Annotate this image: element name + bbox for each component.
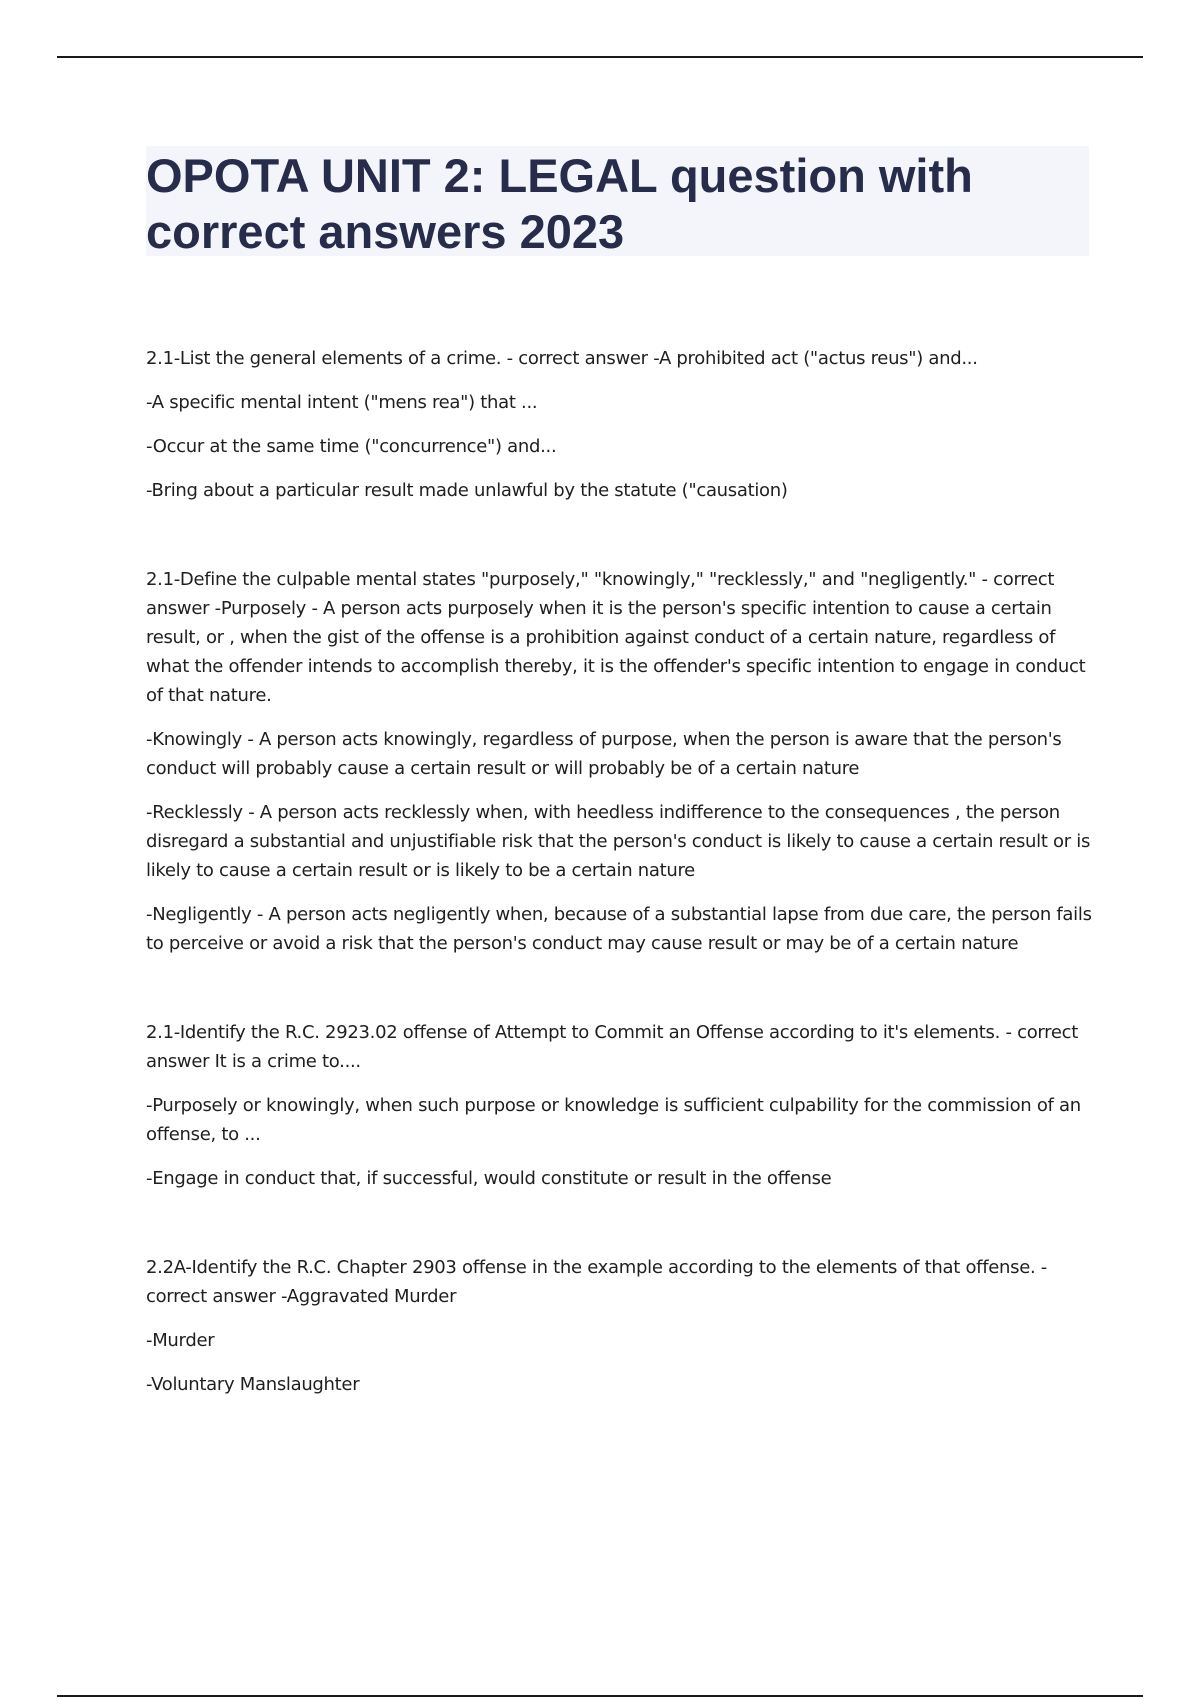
- question-paragraph: 2.2A-Identify the R.C. Chapter 2903 offense in the example according to the elements of that offense. - correct answer -Aggravated Murder: [146, 1257, 1048, 1307]
- answer-paragraph: -Purposely or knowingly, when such purpose or knowledge is sufficient culpability for the commission of an offense, to ...: [146, 1095, 1081, 1145]
- footer-rule: [57, 1695, 1143, 1697]
- qa-item: [146, 1253, 1092, 1399]
- answer-paragraph: -Occur at the same time ("concurrence") and...: [146, 436, 557, 457]
- answer-paragraph: -Murder: [146, 1330, 215, 1351]
- answer-paragraph: -Bring about a particular result made unlawful by the statute ("causation): [146, 480, 788, 501]
- document-title: OPOTA UNIT 2: LEGAL question with correct answers 2023: [146, 149, 973, 258]
- header-rule: [57, 56, 1143, 58]
- answer-paragraph: -Voluntary Manslaughter: [146, 1374, 360, 1395]
- question-paragraph: 2.1-Define the culpable mental states "purposely," "knowingly," "recklessly," and "negligently." - correct answer -Purposely - A person acts purposely when it is the person's specific intention to cause a certain result, or , when the gist of the offense is a prohibition against conduct of a certain nature, regardless of what the offender intends to accomplish thereby, it is the offender's specific intention to engage in conduct of that nature.: [146, 569, 1086, 706]
- title-block: [146, 146, 1089, 256]
- question-paragraph: 2.1-Identify the R.C. 2923.02 offense of Attempt to Commit an Offense according to it's elements. - correct answer It is a crime to....: [146, 1022, 1079, 1072]
- answer-paragraph: -Engage in conduct that, if successful, would constitute or result in the offense: [146, 1168, 832, 1189]
- answer-paragraph: -Negligently - A person acts negligently when, because of a substantial lapse from due care, the person fails to perceive or avoid a risk that the person's conduct may cause result or may be of a certain nature: [146, 904, 1092, 954]
- document-body: [146, 344, 1092, 1459]
- qa-item: [146, 344, 1092, 505]
- qa-item: [146, 565, 1092, 958]
- answer-paragraph: -A specific mental intent ("mens rea") that ...: [146, 392, 538, 413]
- qa-item: [146, 1018, 1092, 1193]
- answer-paragraph: -Knowingly - A person acts knowingly, regardless of purpose, when the person is aware that the person's conduct will probably cause a certain result or will probably be of a certain nature: [146, 729, 1062, 779]
- answer-paragraph: -Recklessly - A person acts recklessly when, with heedless indifference to the consequences , the person disregard a substantial and unjustifiable risk that the person's conduct is likely to cause a certain result or is likely to cause a certain result or is likely to be a certain nature: [146, 802, 1091, 881]
- question-paragraph: 2.1-List the general elements of a crime. - correct answer -A prohibited act ("actus reus") and...: [146, 348, 978, 369]
